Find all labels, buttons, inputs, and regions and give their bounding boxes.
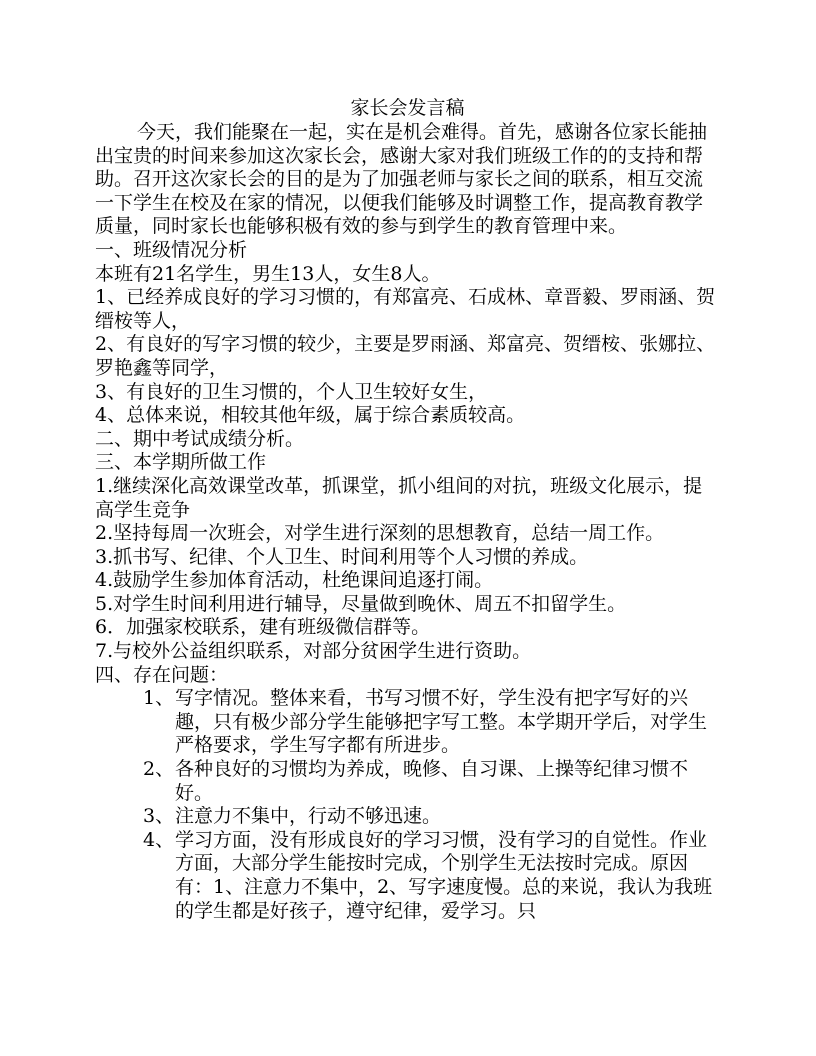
class-summary: 本班有21名学生，男生13人，女生8人。: [95, 262, 441, 285]
intro-paragraph: 今天，我们能聚在一起，实在是机会难得。首先，感谢各位家长能抽出宝贵的时间来参加这次家长会，感谢大家对我们班级工作的的支持和帮助。召开这次家长会的目的是为了加强老师与家长之间的联系，相互交流一下学生在校及在家的情况，以便我们能够及时调整工作，提高教育教学质量，同时家长也能够积极有效的参与到学生的教育管理中来。: [95, 121, 708, 238]
problem-item: [95, 829, 720, 923]
section-heading-class-analysis: 一、班级情况分析: [95, 238, 248, 261]
problem-text: 写字情况。整体来看，书写习惯不好，学生没有把字写好的兴趣，只有极少部分学生能够把字写工整。本学期开学后，对学生严格要求，学生写字都有所进步。: [175, 687, 708, 757]
problem-text: 各种良好的习惯均为养成，晚修、自习课、上操等纪律习惯不好。: [175, 758, 689, 804]
document-body: [95, 95, 720, 923]
list-item: 4、总体来说，相较其他年级，属于综合素质较高。: [95, 404, 526, 427]
work-done-list: [95, 475, 720, 664]
list-item: 3.抓书写、纪律、个人卫生、时间利用等个人习惯的养成。: [95, 545, 589, 568]
problem-number: 4、: [143, 828, 175, 851]
list-item: 5.对学生时间利用进行辅导，尽量做到晚休、周五不扣留学生。: [95, 592, 627, 615]
section-heading-midterm: 二、期中考试成绩分析。: [95, 427, 305, 450]
section-heading-problems: 四、存在问题：: [95, 663, 229, 686]
section-heading-work-done: 三、本学期所做工作: [95, 451, 267, 474]
list-item: 1.继续深化高效课堂改革，抓课堂，抓小组间的对抗，班级文化展示，提高学生竞争: [95, 474, 703, 521]
list-item: 3、有良好的卫生习惯的，个人卫生较好女生，: [95, 380, 488, 403]
document-title: 家长会发言稿: [350, 97, 465, 119]
problem-number: 2、: [143, 758, 175, 781]
list-item: 2.坚持每周一次班会，对学生进行深刻的思想教育，总结一周工作。: [95, 522, 665, 545]
problem-number: 3、: [143, 805, 175, 828]
list-item: 2、有良好的写字习惯的较少，主要是罗雨涵、郑富亮、贺缙桉、张娜拉、罗艳鑫等同学，: [95, 333, 716, 379]
list-item: 4.鼓励学生参加体育活动，杜绝课间追逐打闹。: [95, 569, 494, 592]
problem-item: [95, 687, 720, 758]
problem-text: 注意力不集中，行动不够迅速。: [175, 805, 442, 828]
problem-text: 学习方面，没有形成良好的学习习惯，没有学习的自觉性。作业方面，大部分学生能按时完成，个别学生无法按时完成。原因有：1、注意力不集中，2、写字速度慢。总的来说，我认为我班的学生都是好孩子，遵守纪律，爱学习。只: [175, 828, 713, 922]
list-item: 1、已经养成良好的学习习惯的，有郑富亮、石成林、章晋毅、罗雨涵、贺缙桉等人，: [95, 286, 716, 332]
problem-item: [95, 805, 720, 829]
problem-number: 1、: [143, 687, 175, 710]
problem-item: [95, 758, 720, 805]
problems-list: [95, 687, 720, 923]
class-analysis-list: [95, 286, 720, 428]
list-item: 7.与校外公益组织联系，对部分贫困学生进行资助。: [95, 640, 532, 663]
list-item: 6．加强家校联系，建有班级微信群等。: [95, 616, 431, 639]
